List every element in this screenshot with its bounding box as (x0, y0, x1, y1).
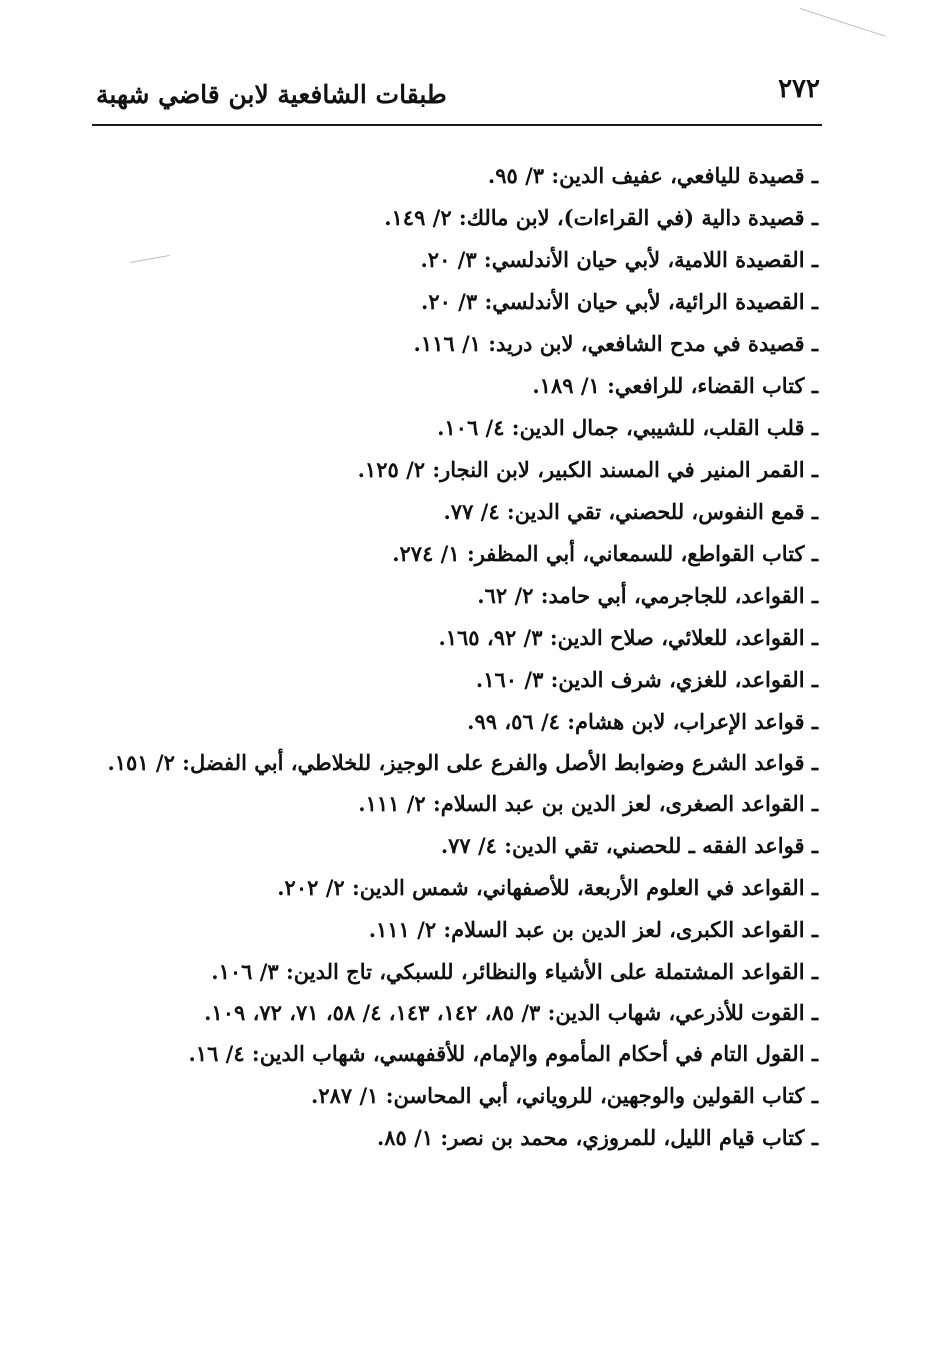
index-entry: ـ كتاب القواطع، للسمعاني، أبي المظفر: ١/ ٢٧٤. (392, 541, 818, 566)
index-entry: ـ القمر المنير في المسند الكبير، لابن النجار: ٢/ ١٢٥. (357, 457, 818, 482)
index-entry: ـ قواعد الفقه ـ للحصني، تقي الدين: ٤/ ٧٧. (440, 833, 818, 858)
header-divider (92, 124, 822, 126)
page-number: ٢٧٢ (778, 74, 820, 104)
running-title: طبقات الشافعية لابن قاضي شهبة (96, 80, 447, 109)
index-entry: ـ القواعد في العلوم الأربعة، للأصفهاني، شمس الدين: ٢/ ٢٠٢. (277, 875, 818, 900)
index-entry: ـ كتاب القولين والوجهين، للروياني، أبي المحاسن: ١/ ٢٨٧. (311, 1083, 818, 1108)
index-entry: ـ القواعد، للغزي، شرف الدين: ٣/ ١٦٠. (475, 667, 818, 692)
index-entry: ـ قصيدة دالية (في القراءات)، لابن مالك: ٢/ ١٤٩. (384, 205, 818, 230)
index-entry: ـ قصيدة في مدح الشافعي، لابن دريد: ١/ ١١٦. (413, 331, 818, 356)
index-entry: ـ القصيدة الرائية، لأبي حيان الأندلسي: ٣/ ٢٠. (421, 289, 818, 314)
index-entry: ـ قلب القلب، للشيبي، جمال الدين: ٤/ ١٠٦. (437, 415, 818, 440)
scan-artifact-line (800, 8, 886, 37)
page-header (96, 70, 820, 120)
index-entry: ـ القواعد الكبرى، لعز الدين بن عبد السلام: ٢/ ١١١. (368, 917, 818, 942)
index-entry: ـ قصيدة لليافعي، عفيف الدين: ٣/ ٩٥. (487, 163, 818, 188)
index-entry: ـ قمع النفوس، للحصني، تقي الدين: ٤/ ٧٧. (443, 499, 818, 524)
index-entry: ـ القوت للأذرعي، شهاب الدين: ٣/ ٨٥، ١٤٢، ١٤٣، ٤/ ٥٨، ٧١، ٧٢، ١٠٩. (204, 1000, 818, 1025)
index-entry: ـ القواعد، للعلائي، صلاح الدين: ٣/ ٩٢، ١٦٥. (438, 625, 818, 650)
index-entry: ـ القول التام في أحكام المأموم والإمام، للأقفهسي، شهاب الدين: ٤/ ١٦. (188, 1041, 818, 1066)
index-entry: ـ قواعد الإعراب، لابن هشام: ٤/ ٥٦، ٩٩. (467, 709, 818, 734)
index-entry: ـ القواعد الصغرى، لعز الدين بن عبد السلام: ٢/ ١١١. (358, 791, 818, 816)
index-entry: ـ القواعد المشتملة على الأشياء والنظائر، للسبكي، تاج الدين: ٣/ ١٠٦. (211, 959, 818, 984)
index-entry: ـ كتاب قيام الليل، للمروزي، محمد بن نصر: ١/ ٨٥. (376, 1125, 818, 1150)
index-entry: ـ قواعد الشرع وضوابط الأصل والفرع على الوجيز، للخلاطي، أبي الفضل: ٢/ ١٥١. (107, 750, 818, 775)
index-entry: ـ كتاب القضاء، للرافعي: ١/ ١٨٩. (532, 373, 818, 398)
index-entry-list (100, 155, 818, 1159)
index-entry: ـ القصيدة اللامية، لأبي حيان الأندلسي: ٣/ ٢٠. (420, 247, 818, 272)
index-entry: ـ القواعد، للجاجرمي، أبي حامد: ٢/ ٦٢. (477, 583, 818, 608)
